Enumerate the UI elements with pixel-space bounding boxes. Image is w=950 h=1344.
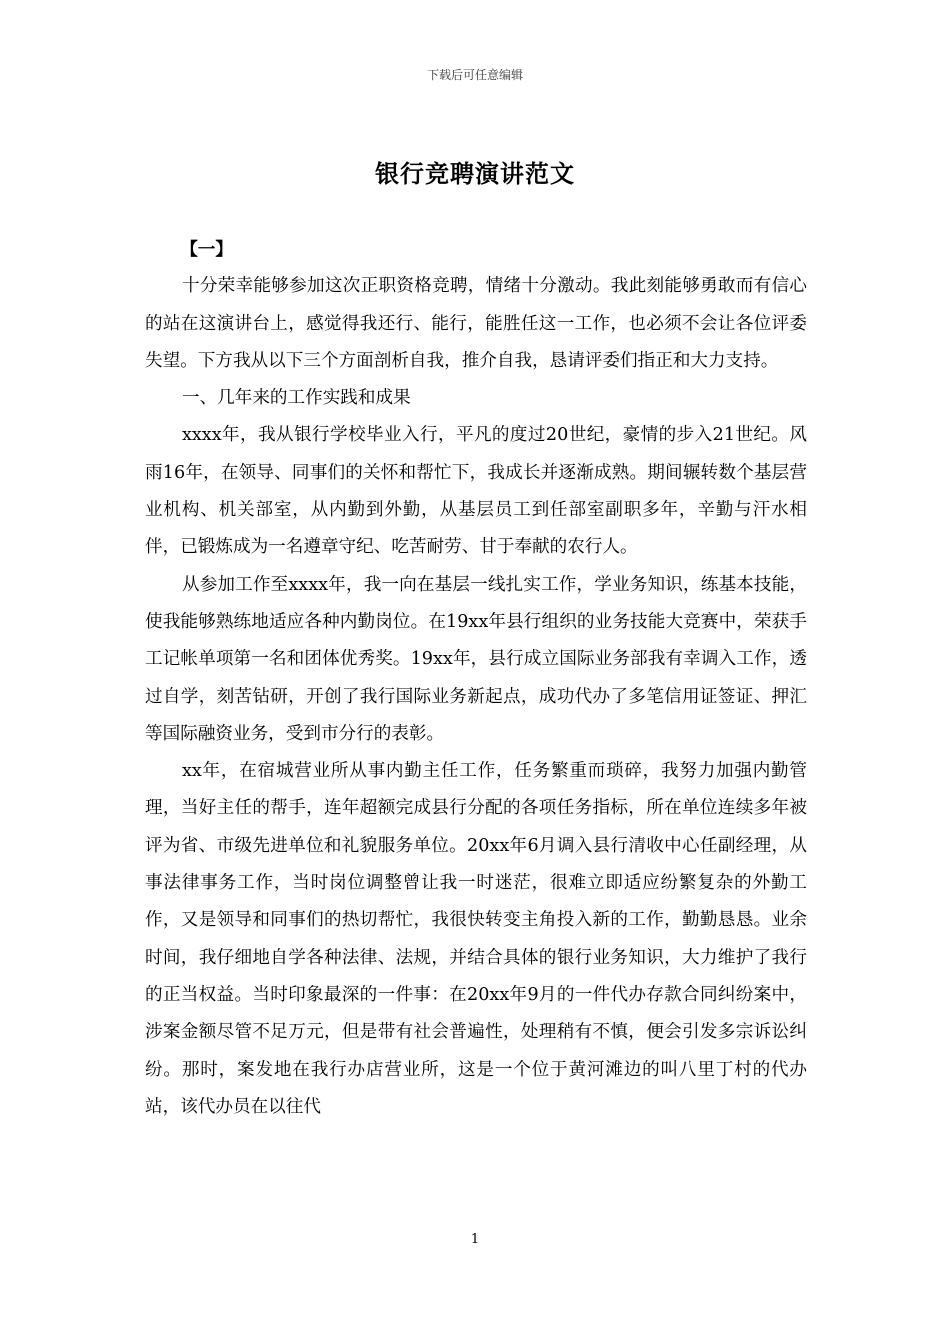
paragraph-management: xx年，在宿城营业所从事内勤主任工作，任务繁重而琐碎，我努力加强内勤管理，当好主任的帮手，连年超额完成县行分配的各项任务指标，所在单位连续多年被评为省、市级先进单位和礼貌服务单位。20xx年6月调入县行清收中心任副经理，从事法律事务工作，当时岗位调整曾让我一时迷茫，很难立即适应纷繁复杂的外勤工作，又是领导和同事们的热切帮忙，我很快转变主角投入新的工作，勤勤恳恳。业余时间，我仔细地自学各种法律、法规，并结合具体的银行业务知识，大力维护了我行的正当权益。当时印象最深的一件事：在20xx年9月的一件代办存款合同纠纷案中，涉案金额尽管不足万元，但是带有社会普遍性，处理稍有不慎，便会引发多宗诉讼纠纷。那时，案发地在我行办店营业所，这是一个位于黄河滩边的叫八里丁村的代办站，该代办员在以往代: [145, 761, 807, 1117]
document-body: [145, 231, 807, 1126]
page-number: 1: [470, 1232, 480, 1247]
document-title: 银行竞聘演讲范文: [375, 160, 575, 188]
paragraph-career: xxxx年，我从银行学校毕业入行，平凡的度过20世纪，豪情的步入21世纪。风雨16年，在领导、同事们的关怀和帮忙下，我成长并逐渐成熟。期间辗转数个基层营业机构、机关部室，从内勤到外勤，从基层员工到任部室副职多年，辛勤与汗水相伴，已锻炼成为一名遵章守纪、吃苦耐劳、甘于奉献的农行人。: [145, 425, 807, 558]
paragraph-intro: 十分荣幸能够参加这次正职资格竞聘，情绪十分激动。我此刻能够勇敢而有信心的站在这演讲台上，感觉得我还行、能行，能胜任这一工作，也必须不会让各位评委失望。下方我从以下三个方面剖析自我，推介自我，恳请评委们指正和大力支持。: [145, 276, 807, 371]
paragraph-early-work: 从参加工作至xxxx年，我一向在基层一线扎实工作，学业务知识，练基本技能，使我能够熟练地适应各种内勤岗位。在19xx年县行组织的业务技能大竞赛中，荣获手工记帐单项第一名和团体优秀奖。19xx年，县行成立国际业务部我有幸调入工作，透过自学，刻苦钻研，开创了我行国际业务新起点，成功代办了多笔信用证签证、押汇等国际融资业务，受到市分行的表彰。: [145, 574, 807, 744]
section-heading: 一、几年来的工作实践和成果: [181, 388, 411, 409]
section-label: 【一】: [180, 239, 233, 260]
page-header-note: 下载后可任意编辑: [426, 68, 523, 82]
